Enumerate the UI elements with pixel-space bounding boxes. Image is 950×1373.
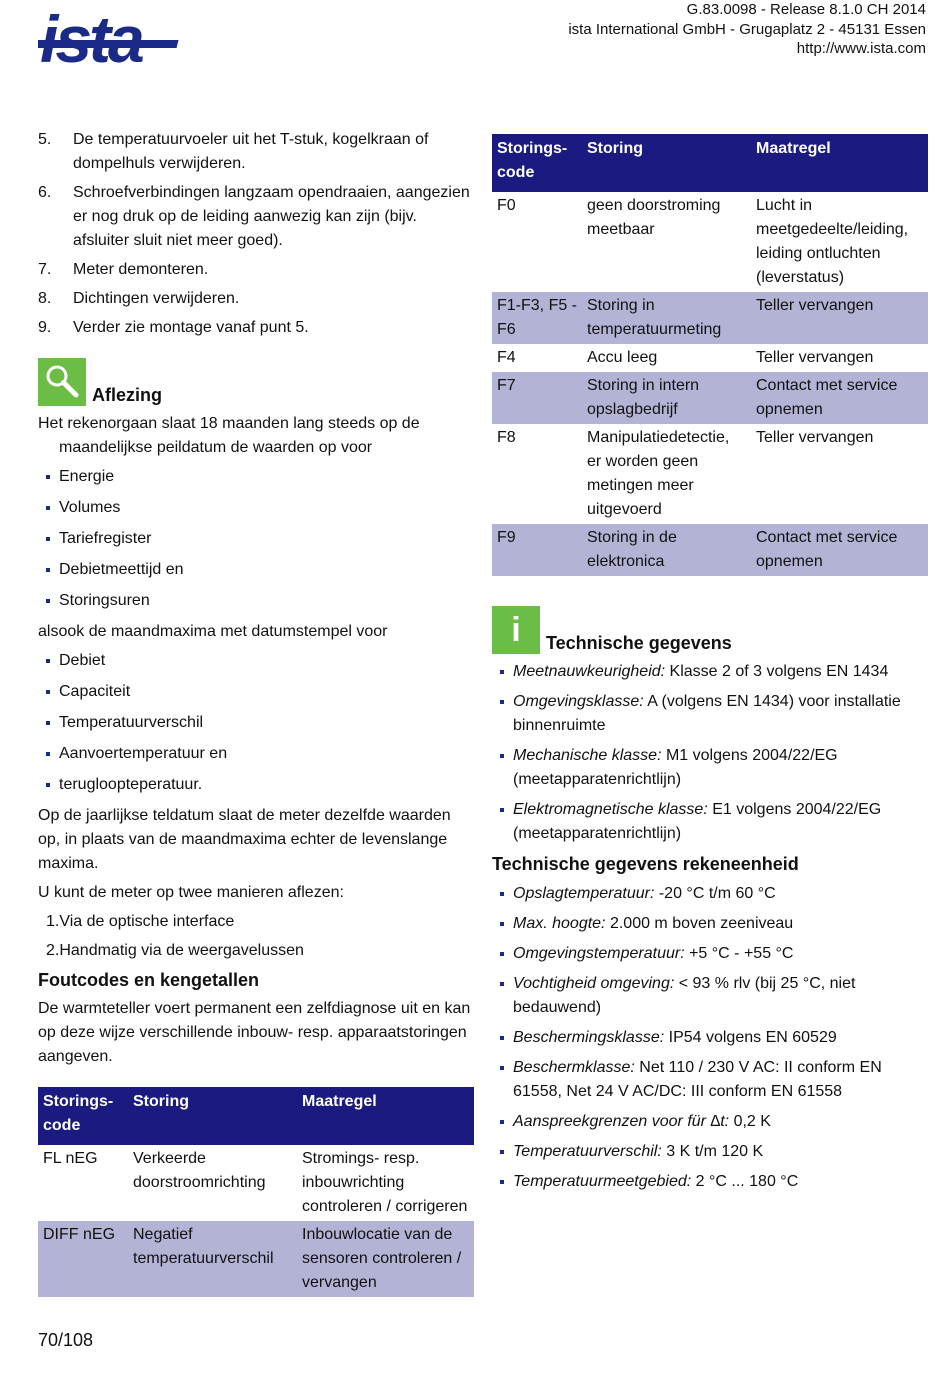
- list-item: Temperatuurverschil: [38, 711, 474, 735]
- list-item: Mechanische klasse: M1 volgens 2004/22/EG (meetapparatenrichtlijn): [492, 744, 928, 792]
- yearly-text: Op de jaarlijkse teldatum slaat de meter dezelfde waarden op, in plaats van de maandmaxima echter de levenslange maxima.: [38, 807, 451, 872]
- list-item: Storingsuren: [38, 589, 474, 613]
- cell-maatregel: Contact met service opnemen: [751, 524, 928, 576]
- tech2-list: [492, 882, 928, 1194]
- cell-storing: Verkeerde doorstroomrichting: [133, 1150, 266, 1191]
- cell-code: FL nEG: [43, 1150, 98, 1167]
- foutcodes-text: De warmteteller voert permanent een zelfdiagnose uit en kan op deze wijze verschillende inbouw- resp. apparaatstoringen aangeven.: [38, 1000, 471, 1065]
- list-item: Omgevingstemperatuur: +5 °C - +55 °C: [492, 942, 928, 966]
- cell-maatregel: Lucht in meetgedeelte/leiding, leiding ontluchten (leverstatus): [756, 197, 909, 286]
- list-item: Aanvoertemperatuur en: [38, 742, 474, 766]
- cell-code: F9: [492, 524, 582, 576]
- cell-code: F8: [497, 429, 516, 446]
- company-address: ista International GmbH - Grugaplatz 2 - 45131 Essen: [568, 20, 926, 38]
- aflezing-heading: [38, 358, 474, 406]
- cell-storing: Storing in intern opslagbedrijf: [582, 372, 751, 424]
- list-item: Opslagtemperatuur: -20 °C t/m 60 °C: [492, 882, 928, 906]
- error-table-right: [492, 134, 928, 576]
- table-row: [38, 1221, 474, 1297]
- header-maatregel: Maatregel: [297, 1087, 474, 1145]
- table-row: [492, 424, 928, 524]
- step-item: 8. Dichtingen verwijderen.: [38, 290, 240, 307]
- header-storing: Storing: [582, 134, 751, 192]
- table-row: [492, 292, 928, 344]
- cell-code: F4: [497, 349, 516, 366]
- tech-title: Technische gegevens: [546, 633, 732, 653]
- maxima-list: [38, 649, 474, 797]
- list-item: Capaciteit: [38, 680, 474, 704]
- cell-storing: Manipulatiedetectie, er worden geen metingen meer uitgevoerd: [587, 429, 730, 518]
- list-item: 1.Via de optische interface: [46, 913, 235, 930]
- table-row: [492, 344, 928, 372]
- right-column: [492, 134, 928, 1200]
- list-item: Beschermklasse: Net 110 / 230 V AC: II conform EN 61558, Net 24 V AC/DC: III conform EN 61558: [492, 1056, 928, 1104]
- ista-logo: [38, 2, 188, 70]
- cell-storing: Negatief temperatuurverschil: [128, 1221, 297, 1297]
- list-item: terugloopteperatuur.: [38, 773, 474, 797]
- monthly-values-list: [38, 465, 474, 613]
- maxima-intro: alsook de maandmaxima met datumstempel voor: [38, 623, 388, 640]
- cell-storing: Accu leeg: [587, 349, 658, 366]
- page-number: 70/108: [38, 1330, 94, 1350]
- cell-maatregel: Teller vervangen: [756, 429, 874, 446]
- list-item: Max. hoogte: 2.000 m boven zeeniveau: [492, 912, 928, 936]
- tech-list: [492, 660, 928, 846]
- list-item: Volumes: [38, 496, 474, 520]
- list-item: Temperatuurmeetgebied: 2 °C ... 180 °C: [492, 1170, 928, 1194]
- header-storing: Storing: [128, 1087, 297, 1145]
- list-item: Tariefregister: [38, 527, 474, 551]
- document-header: [568, 0, 926, 59]
- table-row: [492, 372, 928, 424]
- list-item: Aanspreekgrenzen voor für ∆t: 0,2 K: [492, 1110, 928, 1134]
- table-row: [38, 1145, 474, 1221]
- table-header-row: [38, 1087, 474, 1145]
- aflezing-title: Aflezing: [92, 385, 162, 405]
- step-item: 6. Schroefverbindingen langzaam opendraaien, aangezien er nog druk op de leiding aanwezig kan zijn (bijv. afsluiter sluit niet meer goed).: [38, 184, 470, 249]
- list-item: Meetnauwkeurigheid: Klasse 2 of 3 volgens EN 1434: [492, 660, 928, 684]
- list-item: Energie: [38, 465, 474, 489]
- list-item: 2.Handmatig via de weergavelussen: [46, 942, 304, 959]
- cell-maatregel: Stromings- resp. inbouwrichting controleren / corrigeren: [302, 1150, 468, 1215]
- magnifier-icon: [38, 358, 86, 406]
- left-column: [38, 128, 474, 1297]
- error-table-left: [38, 1087, 474, 1297]
- release-line: G.83.0098 - Release 8.1.0 CH 2014: [686, 1, 926, 18]
- cell-code: DIFF nEG: [38, 1221, 128, 1297]
- list-item: Vochtigheid omgeving: < 93 % rlv (bij 25 °C, niet bedauwend): [492, 972, 928, 1020]
- list-item: Elektromagnetische klasse: E1 volgens 2004/22/EG (meetapparatenrichtlijn): [492, 798, 928, 846]
- cell-storing: Storing in de elektronica: [582, 524, 751, 576]
- steps-list: [38, 128, 474, 340]
- cell-code: F1-F3, F5 - F6: [492, 292, 582, 344]
- header-code: Storings-code: [492, 134, 582, 192]
- table-row: [492, 524, 928, 576]
- cell-maatregel: Inbouwlocatie van de sensoren controleren / vervangen: [297, 1221, 474, 1297]
- aflezing-intro: Het rekenorgaan slaat 18 maanden lang steeds op de maandelijkse peildatum de waarden op voor: [38, 415, 420, 456]
- list-item: Beschermingsklasse: IP54 volgens EN 60529: [492, 1026, 928, 1050]
- tech-heading: [492, 606, 928, 654]
- cell-maatregel: Teller vervangen: [756, 349, 874, 366]
- reading-ways-list: [38, 910, 474, 963]
- cell-storing: geen doorstroming meetbaar: [587, 197, 721, 238]
- list-item: Debiet: [38, 649, 474, 673]
- table-header-row: [492, 134, 928, 192]
- tech2-title: Technische gegevens rekeneenheid: [492, 854, 799, 874]
- list-item: Omgevingsklasse: A (volgens EN 1434) voor installatie binnenruimte: [492, 690, 928, 738]
- table-row: [492, 192, 928, 292]
- website-url[interactable]: http://www.ista.com: [796, 40, 926, 57]
- cell-code: F0: [497, 197, 516, 214]
- cell-maatregel: Contact met service opnemen: [751, 372, 928, 424]
- list-item: Temperatuurverschil: 3 K t/m 120 K: [492, 1140, 928, 1164]
- cell-code: F7: [492, 372, 582, 424]
- foutcodes-title: Foutcodes en kengetallen: [38, 970, 260, 990]
- cell-storing: Storing in temperatuurmeting: [582, 292, 751, 344]
- ways-intro: U kunt de meter op twee manieren aflezen:: [38, 884, 344, 901]
- svg-text:ista: ista: [40, 2, 142, 70]
- step-item: 9. Verder zie montage vanaf punt 5.: [38, 319, 309, 336]
- list-item: Debietmeettijd en: [38, 558, 474, 582]
- step-item: 5. De temperatuurvoeler uit het T-stuk, kogelkraan of dompelhuls verwijderen.: [38, 131, 429, 172]
- step-item: 7. Meter demonteren.: [38, 261, 209, 278]
- header-code: Storings-code: [38, 1087, 128, 1145]
- cell-maatregel: Teller vervangen: [751, 292, 928, 344]
- header-maatregel: Maatregel: [751, 134, 928, 192]
- info-icon: i: [492, 606, 540, 654]
